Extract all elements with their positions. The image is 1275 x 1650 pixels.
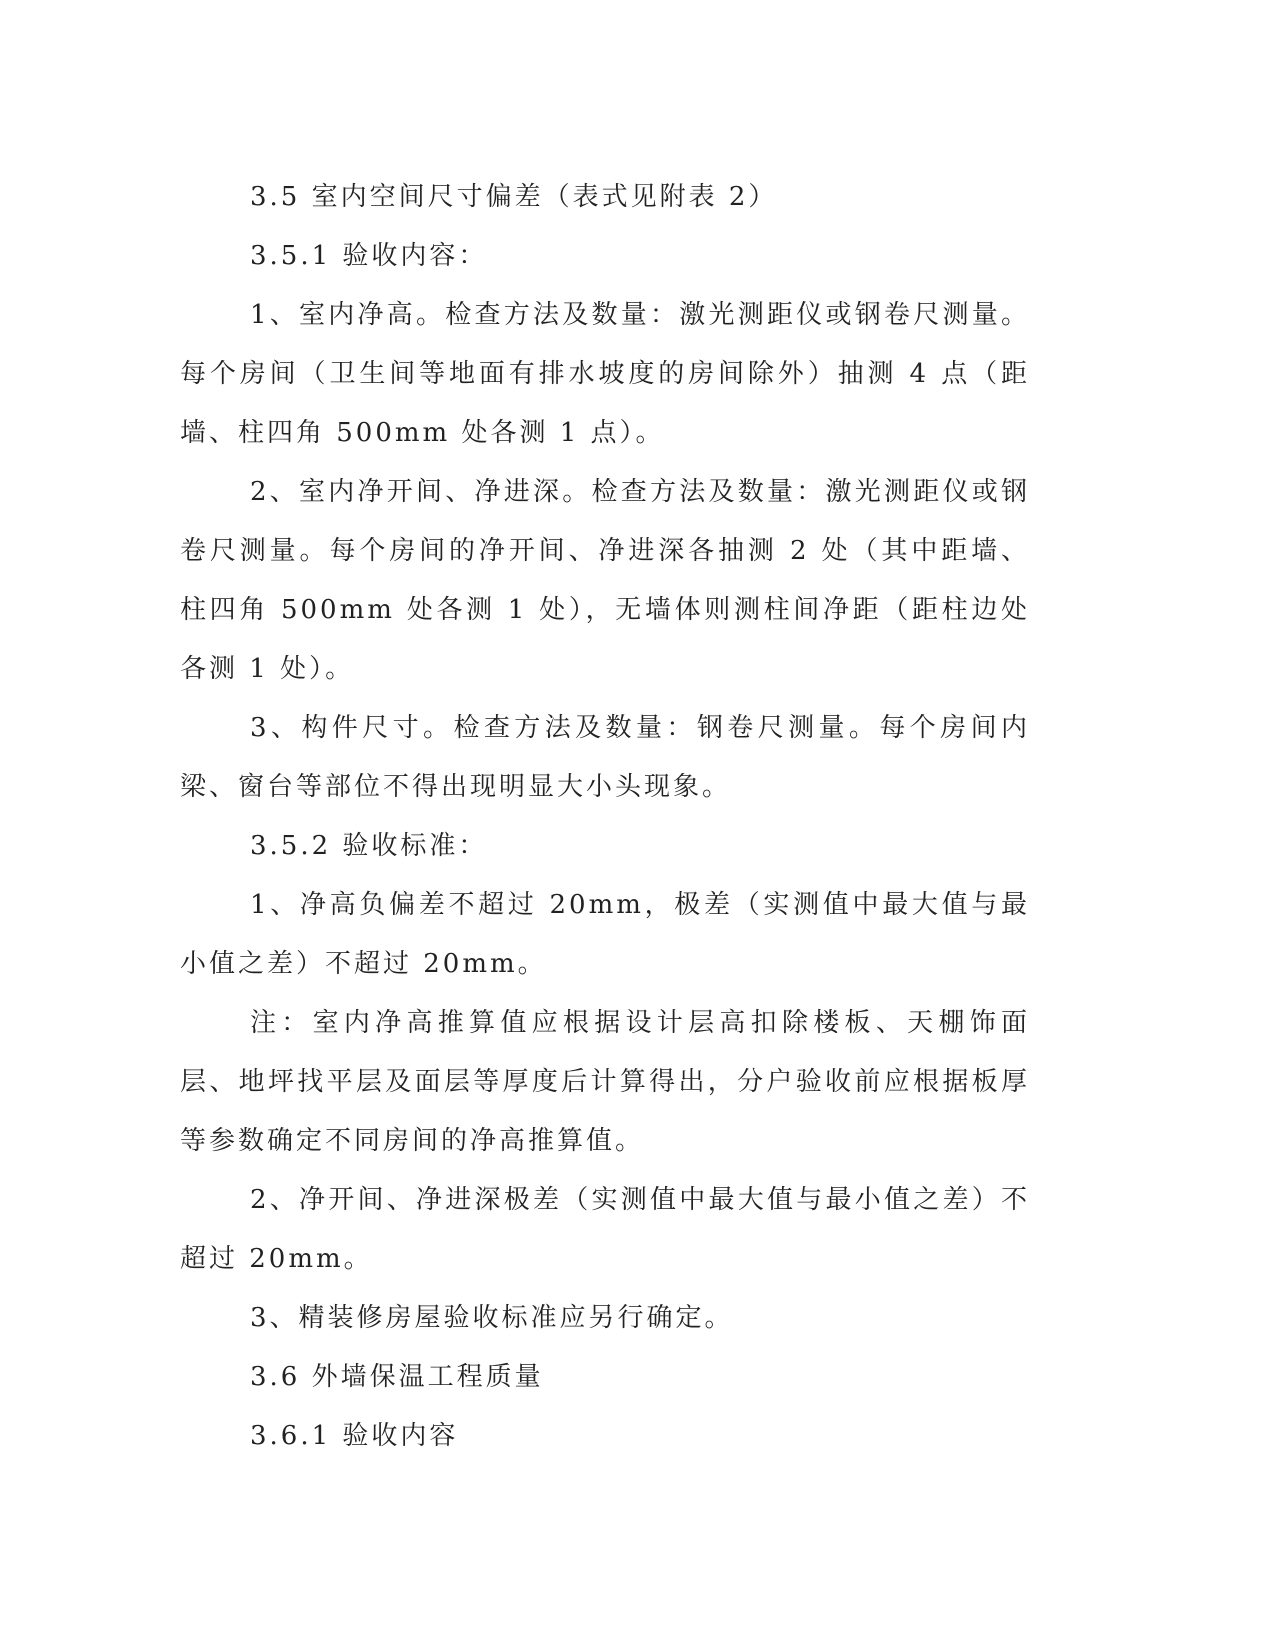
paragraph-net-bay-depth: 2、室内净开间、净进深。检查方法及数量：激光测距仪或钢卷尺测量。每个房间的净开间、净进深各抽测 2 处（其中距墙、柱四角 500mm 处各测 1 处），无墙体则测柱间净距（距柱边处各测 1 处）。	[180, 477, 1030, 684]
paragraph-member-size: 3、构件尺寸。检查方法及数量：钢卷尺测量。每个房间内梁、窗台等部位不得出现明显大小头现象。	[180, 713, 1030, 802]
paragraph-net-height: 1、室内净高。检查方法及数量：激光测距仪或钢卷尺测量。每个房间（卫生间等地面有排水坡度的房间除外）抽测 4 点（距墙、柱四角 500mm 处各测 1 点）。	[180, 300, 1030, 448]
section-heading-3-5: 3.5 室内空间尺寸偏差（表式见附表 2）	[250, 182, 778, 212]
section-heading-3-6: 3.6 外墙保温工程质量	[250, 1362, 544, 1392]
paragraph-note: 注：室内净高推算值应根据设计层高扣除楼板、天棚饰面层、地坪找平层及面层等厚度后计算得出，分户验收前应根据板厚等参数确定不同房间的净高推算值。	[180, 1008, 1030, 1156]
paragraph-finish-standard: 3、精装修房屋验收标准应另行确定。	[250, 1303, 734, 1333]
subsection-heading-3-6-1: 3.6.1 验收内容	[250, 1421, 459, 1451]
subsection-heading-3-5-1: 3.5.1 验收内容：	[250, 241, 488, 271]
paragraph-bay-depth-standard: 2、净开间、净进深极差（实测值中最大值与最小值之差）不超过 20mm。	[180, 1185, 1030, 1274]
subsection-heading-3-5-2: 3.5.2 验收标准：	[250, 831, 488, 861]
document-body	[180, 168, 1030, 1466]
paragraph-height-standard: 1、净高负偏差不超过 20mm，极差（实测值中最大值与最小值之差）不超过 20mm。	[180, 890, 1030, 979]
